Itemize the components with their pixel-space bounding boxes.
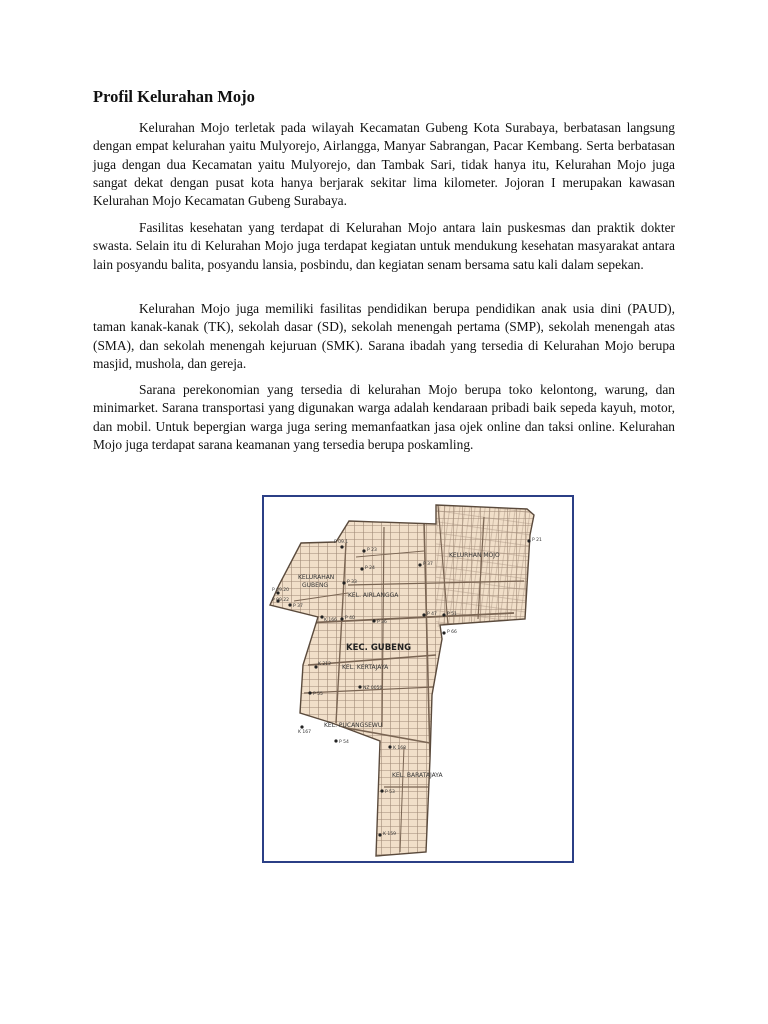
point-code: K 168	[393, 746, 406, 751]
paragraph-location: Kelurahan Mojo terletak pada wilayah Kecamatan Gubeng Kota Surabaya, berbatasan langsung dengan empat kelurahan yaitu Mulyorejo, Airlangga, Manyar Sabrangan, Pacar Kembang. Serta berbatasan juga dengan dua Kecamatan yaitu Mulyorejo, dan Tambak Sari, tidak hanya itu, Kelurahan Mojo juga sangat dekat dengan pusat kota hanya berjarak sekitar lima kilometer. Jojoran I merupakan kawasan Kelurahan Mojo Kecamatan Gubeng Surabaya.	[93, 120, 675, 209]
paragraph-economy: Sarana perekonomian yang tersedia di kelurahan Mojo berupa toko kelontong, warung, dan minimarket. Sarana transportasi yang digunakan warga adalah kendaraan pribadi baik sepeda kayuh, motor, dan mobil. Untuk bepergian warga juga sering memanfaatkan jasa ojek online dan taksi online. Kelurahan Mojo juga terdapat sarana keamanan yang tersedia berupa poskamling.	[93, 382, 675, 452]
point-code: P 55	[313, 692, 323, 697]
point-code: P 54	[339, 740, 349, 745]
point-code: P 37	[293, 604, 303, 609]
point-code: P 66	[447, 630, 457, 635]
map-area	[264, 497, 572, 861]
point-code: K 159	[383, 832, 396, 837]
label-gubeng-line1: KELURAHAN	[298, 574, 335, 581]
label-kel-kertajaya: KEL. KERTAJAYA	[342, 664, 389, 671]
point-code: P 23	[367, 548, 377, 553]
point-code: NZ 0050	[363, 686, 383, 691]
map-figure	[262, 495, 574, 863]
point-code: P 33	[347, 580, 357, 585]
point-code: P 21	[532, 538, 542, 543]
point-code: P 47	[427, 612, 437, 617]
point-code: P 24	[365, 566, 375, 571]
point-code: P 53	[385, 790, 395, 795]
point-code: P 09.20	[272, 588, 290, 593]
paragraph-health: Fasilitas kesehatan yang terdapat di Kelurahan Mojo antara lain puskesmas dan praktik dokter swasta. Selain itu di Kelurahan Mojo juga terdapat kegiatan untuk mendukung kesehatan masyarakat antara lain posyandu balita, posyandu lansia, posbindu, dan kegiatan senam bersama satu kali dalam sepekan.	[93, 220, 675, 272]
point-code: P 09.22	[272, 598, 290, 603]
document-title: Profil Kelurahan Mojo	[93, 87, 255, 106]
point-code: P 09.1	[334, 540, 349, 545]
label-kel-airlangga: KEL. AIRLANGGA	[348, 592, 399, 599]
label-kelurahan-mojo: KELURHAN MOJO	[449, 552, 500, 559]
label-gubeng-line2: GUBENG	[302, 582, 329, 589]
point-code: P 37	[423, 562, 433, 567]
kecamatan-gubeng-map	[264, 497, 572, 861]
point-code: K 167	[298, 730, 311, 735]
point-code: K 212	[318, 662, 331, 667]
label-kel-pucangsewu: KEL. PUCANGSEWU	[324, 722, 383, 729]
district-label: KEC. GUBENG	[346, 643, 412, 653]
label-kel-barata: KEL. BARATAJAYA	[392, 772, 443, 779]
point-code: P 40	[345, 616, 355, 621]
point-code: K 166	[324, 618, 337, 623]
paragraph-education: Kelurahan Mojo juga memiliki fasilitas pendidikan berupa pendidikan anak usia dini (PAUD), taman kanak-kanak (TK), sekolah dasar (SD), sekolah menengah pertama (SMP), sekolah menengah atas (SMA), dan sekolah menengah kejuruan (SMK). Sarana ibadah yang tersedia di Kelurahan Mojo berupa masjid, mushola, dan gereja.	[93, 301, 675, 371]
point-code: P 36	[377, 620, 387, 625]
point-code: P 51	[447, 612, 457, 617]
